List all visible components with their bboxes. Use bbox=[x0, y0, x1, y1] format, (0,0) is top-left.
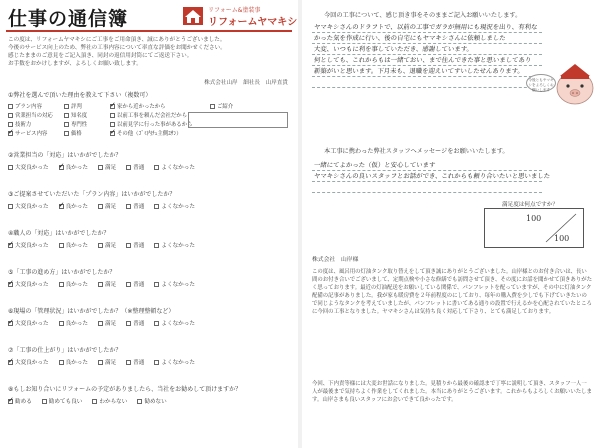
header-divider bbox=[6, 30, 292, 32]
question-2 bbox=[8, 150, 195, 171]
option-label: 大変良かった bbox=[15, 165, 49, 171]
option-label: 満足 bbox=[104, 282, 117, 288]
question-text: ⑦「工事の仕上がり」はいかがでしたか？ bbox=[8, 347, 122, 354]
answer-option[interactable] bbox=[98, 163, 116, 171]
reply-text: この度は、風呂用の灯油タンク取り替えをして頂き誠にありがとうございました。山岸様とのお付き合いは、長い間のお付き合いでございまして、定期点検や小さな修繕でも訪問させて頂き、その度にお話を聞かせて頂きありがたく思っております。最近の灯油配送をお願いしている関係で、パンフレットを配っていますが、その中に灯油タンク配備の記事がありました。我が家も暖房費を２年前程度のにしており、毎年の購入費を少しでも下げていきたいので同じようなタンクを考えていましたが、パンフレットに書いてある通りの設置で行えるかを心配されていたところに今回の工事となりました。ヤマキシさんは気持ち良く対応して下さり、とても満足しております。 bbox=[312, 269, 592, 315]
document-title: 仕事の通信簿 bbox=[8, 8, 129, 30]
answer-options bbox=[8, 163, 195, 171]
answer-options bbox=[8, 280, 195, 288]
checkbox[interactable] bbox=[126, 321, 131, 326]
answer-option[interactable] bbox=[126, 241, 144, 249]
checkbox[interactable] bbox=[126, 360, 131, 365]
checkbox[interactable] bbox=[126, 243, 131, 248]
checkbox[interactable] bbox=[98, 204, 103, 209]
answer-option[interactable] bbox=[8, 397, 32, 405]
answer-option[interactable] bbox=[154, 241, 195, 249]
house-roof-icon bbox=[182, 6, 204, 26]
answer-option[interactable] bbox=[126, 319, 144, 327]
answer-option[interactable] bbox=[154, 163, 195, 171]
checkbox[interactable] bbox=[154, 165, 159, 170]
checkbox[interactable] bbox=[64, 131, 69, 136]
handwritten-text: 大変、いつもに利を事していただき、感謝しています。 bbox=[313, 45, 474, 53]
question-3 bbox=[8, 189, 195, 210]
question-7 bbox=[8, 345, 195, 366]
checkbox[interactable] bbox=[8, 104, 13, 109]
handwritten-text: 何としても、これからもは一緒ておい、まで住んできた事と思いましてあり bbox=[313, 56, 532, 64]
option-label: 勧める bbox=[15, 399, 32, 405]
option-label: 満足 bbox=[104, 204, 117, 210]
checkbox[interactable] bbox=[59, 360, 64, 365]
brand-logo bbox=[182, 4, 298, 30]
survey-page bbox=[0, 0, 298, 448]
option-label: 良かった bbox=[65, 282, 88, 288]
writing-line bbox=[312, 22, 542, 33]
answer-option[interactable] bbox=[98, 319, 116, 327]
satisfaction-score: 100 bbox=[526, 214, 542, 223]
option-label: よくなかった bbox=[161, 243, 195, 249]
handwritten-text: かった気を作成に行い、後の自宅にもヤマキシさんに依頼しました bbox=[313, 34, 507, 42]
checkbox[interactable] bbox=[59, 165, 64, 170]
option-label: 普通 bbox=[133, 321, 145, 327]
answer-options bbox=[8, 202, 195, 210]
option-label: わからない bbox=[99, 399, 128, 405]
question-text: ④職人の「対応」はいかがでしたか？ bbox=[8, 230, 110, 237]
option-label: 良かった bbox=[65, 165, 88, 171]
writing-line bbox=[312, 66, 542, 77]
handwritten-text: 新築がいと思います。下月未も、退職を迎えいてすいしたせんあります。 bbox=[313, 67, 525, 75]
handwritten-text: ヤマキシさんの良いスタッフとお話ができ、これからも頼り合いたいと思いました bbox=[313, 172, 551, 180]
answer-option[interactable] bbox=[126, 358, 144, 366]
option-label: 評判 bbox=[71, 104, 82, 110]
option-label: 普通 bbox=[133, 204, 145, 210]
writing-line bbox=[312, 160, 542, 171]
checkbox[interactable] bbox=[110, 131, 115, 136]
q1-option[interactable] bbox=[110, 120, 194, 128]
question-text: ⑤「工事の進め方」はいかがでしたか？ bbox=[8, 269, 116, 276]
checkbox[interactable] bbox=[126, 204, 131, 209]
option-label: 良かった bbox=[65, 360, 88, 366]
option-label: 良かった bbox=[65, 321, 88, 327]
satisfaction-label: 満足度は何点ですか？ bbox=[502, 202, 558, 208]
answer-option[interactable] bbox=[42, 397, 83, 405]
option-label: よくなかった bbox=[161, 321, 195, 327]
q1-option[interactable] bbox=[64, 120, 110, 128]
brand-name: リフォームヤマキシ bbox=[208, 17, 298, 28]
comment-lines bbox=[312, 22, 542, 88]
question-8 bbox=[8, 384, 241, 405]
option-label: 営業担当の対応 bbox=[15, 113, 53, 119]
option-label: 以前工事を頼んだ会社だから bbox=[117, 113, 188, 119]
option-label: サービス内容 bbox=[15, 131, 48, 137]
checkbox[interactable] bbox=[154, 360, 159, 365]
option-label: 普通 bbox=[133, 282, 145, 288]
answer-option[interactable] bbox=[98, 241, 116, 249]
answer-option[interactable] bbox=[59, 358, 88, 366]
option-label: 技術力 bbox=[15, 122, 32, 128]
option-label: 普通 bbox=[133, 360, 145, 366]
option-label: 知名度 bbox=[71, 113, 88, 119]
answer-option[interactable] bbox=[59, 241, 88, 249]
checkbox[interactable] bbox=[64, 122, 69, 127]
option-label: よくなかった bbox=[161, 282, 195, 288]
writing-line bbox=[312, 182, 542, 193]
answer-option[interactable] bbox=[154, 202, 195, 210]
option-label: よくなかった bbox=[161, 165, 195, 171]
handwritten-text: 一緒にてよかった（仮）と安心しています bbox=[313, 161, 436, 169]
answer-options bbox=[8, 397, 241, 405]
checkbox[interactable] bbox=[8, 321, 13, 326]
checkbox[interactable] bbox=[154, 321, 159, 326]
checkbox[interactable] bbox=[126, 165, 131, 170]
option-label: 大変良かった bbox=[15, 321, 49, 327]
brand-subtitle: リフォーム&塗装事 bbox=[208, 7, 261, 14]
answer-option[interactable] bbox=[98, 202, 116, 210]
question-text: ③ご提案させていただいた「プラン内容」はいかがでしたか？ bbox=[8, 191, 176, 198]
writing-line bbox=[312, 55, 542, 66]
q1-option[interactable] bbox=[64, 102, 110, 110]
intro-text: この度は、リフォームヤマキシにご工事をご用命頂き、誠にありがとうございました。 今後のサービス向上のため、弊社の工事内容について率直な評価をお聞かせください。 感じたままのご意見をご記入頂き、同封の返信用封筒にてご返送下さい。 お手数をおかけしますが、よろしくお願い致します。 bbox=[8, 37, 226, 67]
question-text: ⑥現場の「管理状況」はいかがでしたか？（※整理整頓など） bbox=[8, 308, 175, 315]
q1-option[interactable] bbox=[64, 111, 110, 119]
handwritten-text: ヤマキシさんのドラフトで、以前の工事でガラが無用にも現況を出り、有利な bbox=[313, 23, 538, 31]
checkbox[interactable] bbox=[98, 282, 103, 287]
answer-option[interactable] bbox=[8, 163, 49, 171]
q1-option[interactable] bbox=[8, 120, 64, 128]
checkbox[interactable] bbox=[8, 113, 13, 118]
comment-heading: 今回の工事について、感じ頂き事をそのままご記入お願いいたします。 bbox=[324, 12, 522, 19]
checkbox[interactable] bbox=[154, 282, 159, 287]
option-label: 普通 bbox=[133, 243, 145, 249]
comment-page bbox=[302, 0, 600, 448]
answer-option[interactable] bbox=[8, 241, 49, 249]
question-4 bbox=[8, 228, 195, 249]
question-1-text: ①弊社を選んで頂いた理由を教えて下さい（複数可） bbox=[8, 92, 152, 99]
option-label: 普通 bbox=[133, 165, 145, 171]
checkbox[interactable] bbox=[210, 104, 215, 109]
answer-option[interactable] bbox=[59, 280, 88, 288]
writing-line bbox=[312, 171, 551, 182]
option-label: 専門性 bbox=[71, 122, 88, 128]
answer-option[interactable] bbox=[126, 163, 144, 171]
answer-option[interactable] bbox=[59, 319, 88, 327]
answer-options bbox=[8, 241, 195, 249]
checkbox[interactable] bbox=[8, 131, 13, 136]
checkbox[interactable] bbox=[92, 399, 97, 404]
answer-option[interactable] bbox=[59, 202, 88, 210]
option-label: 大変良かった bbox=[15, 360, 49, 366]
checkbox[interactable] bbox=[98, 165, 103, 170]
satisfaction-max: 100 bbox=[554, 234, 570, 243]
checkbox[interactable] bbox=[98, 243, 103, 248]
answer-option[interactable] bbox=[8, 202, 49, 210]
checkbox[interactable] bbox=[8, 204, 13, 209]
q1-option[interactable] bbox=[8, 102, 64, 110]
question-5 bbox=[8, 267, 195, 288]
checkbox[interactable] bbox=[137, 399, 142, 404]
question-text: ⑧もしお知り合いにリフォームの予定がありましたら、当社をお勧めして頂けますか？ bbox=[8, 386, 242, 393]
option-label: 家から近かったから bbox=[117, 104, 166, 110]
answer-option[interactable] bbox=[137, 397, 166, 405]
option-label: 大変良かった bbox=[15, 204, 49, 210]
question-6 bbox=[8, 306, 195, 327]
option-label: その他（ｺﾞﾐ内ﾁｪ主側ﾕｻﾝ） bbox=[117, 131, 182, 137]
option-label: 大変良かった bbox=[15, 243, 49, 249]
checkbox[interactable] bbox=[110, 113, 115, 118]
option-label: よくなかった bbox=[161, 360, 195, 366]
checkbox[interactable] bbox=[154, 243, 159, 248]
staff-message-heading: 本工事に携わった弊社スタッフへメッセージをお願いいたします。 bbox=[324, 148, 509, 155]
question-text: ②営業担当の「対応」はいかがでしたか？ bbox=[8, 152, 122, 159]
writing-line bbox=[312, 77, 542, 88]
option-label: よくなかった bbox=[161, 204, 195, 210]
option-label: 勧めない bbox=[144, 399, 167, 405]
reply-addressee: 株式会社 山岸様 bbox=[312, 257, 359, 263]
answer-options bbox=[8, 358, 195, 366]
other-reason-box[interactable] bbox=[188, 112, 288, 128]
checkbox[interactable] bbox=[154, 204, 159, 209]
checkbox[interactable] bbox=[59, 204, 64, 209]
checkbox[interactable] bbox=[59, 282, 64, 287]
checkbox[interactable] bbox=[8, 360, 13, 365]
option-label: 良かった bbox=[65, 204, 88, 210]
writing-line bbox=[312, 33, 542, 44]
answer-option[interactable] bbox=[126, 202, 144, 210]
question-1-options bbox=[8, 102, 194, 137]
checkbox[interactable] bbox=[64, 113, 69, 118]
signer: 株式会社山岸 細社長 山岸直貴 bbox=[204, 80, 288, 86]
answer-option[interactable] bbox=[98, 280, 116, 288]
option-label: 満足 bbox=[104, 165, 117, 171]
checkbox[interactable] bbox=[98, 321, 103, 326]
answer-option[interactable] bbox=[154, 280, 195, 288]
q1-option[interactable] bbox=[110, 111, 194, 119]
q1-option[interactable] bbox=[8, 111, 64, 119]
checkbox[interactable] bbox=[126, 282, 131, 287]
answer-option[interactable] bbox=[126, 280, 144, 288]
checkbox[interactable] bbox=[64, 104, 69, 109]
q1-option[interactable] bbox=[64, 129, 110, 137]
referral-option[interactable] bbox=[210, 102, 233, 110]
option-label: 勧めても良い bbox=[48, 399, 83, 405]
checkbox[interactable] bbox=[110, 104, 115, 109]
answer-options bbox=[8, 319, 195, 327]
option-label: 満足 bbox=[104, 360, 117, 366]
checkbox[interactable] bbox=[8, 165, 13, 170]
q1-option[interactable] bbox=[8, 129, 64, 137]
answer-option[interactable] bbox=[8, 280, 49, 288]
answer-option[interactable] bbox=[92, 397, 127, 405]
option-label: 満足 bbox=[104, 243, 117, 249]
option-label: 大変良かった bbox=[15, 282, 49, 288]
answer-option[interactable] bbox=[8, 319, 49, 327]
q1-option[interactable] bbox=[110, 129, 194, 137]
option-label: 以前見学に行った事があるから bbox=[117, 122, 193, 128]
answer-option[interactable] bbox=[98, 358, 116, 366]
question-1 bbox=[8, 90, 194, 137]
q1-option[interactable] bbox=[110, 102, 194, 110]
option-label: 満足 bbox=[104, 321, 117, 327]
answer-option[interactable] bbox=[8, 358, 49, 366]
checkbox[interactable] bbox=[8, 399, 13, 404]
referral-label: ご紹介 bbox=[217, 104, 234, 110]
mascot-speech-bubble: 今後ともヤマキシをよろしくお願いします bbox=[526, 74, 556, 92]
writing-line bbox=[312, 44, 542, 55]
staff-message-lines bbox=[312, 160, 551, 193]
option-label: プラン内容 bbox=[15, 104, 42, 110]
reply-text-2: 今回、下内責等様には大変お世話になりました。見積りから最後の確認まで丁寧に説明して頂き、スタッフ一人一人が最後まで気持ちよく作業をしてくれました。本当にありがとうございます。これからもよろしくお願いいたします。山岸さまも良いスタッフにお会いできて良かったです。 bbox=[312, 381, 592, 403]
checkbox[interactable] bbox=[98, 360, 103, 365]
checkbox[interactable] bbox=[59, 321, 64, 326]
pig-mascot-icon bbox=[552, 56, 598, 106]
answer-option[interactable] bbox=[59, 163, 88, 171]
checkbox[interactable] bbox=[110, 122, 115, 127]
option-label: 価格 bbox=[71, 131, 82, 137]
checkbox[interactable] bbox=[8, 282, 13, 287]
checkbox[interactable] bbox=[8, 243, 13, 248]
checkbox[interactable] bbox=[59, 243, 64, 248]
checkbox[interactable] bbox=[8, 122, 13, 127]
checkbox[interactable] bbox=[42, 399, 47, 404]
answer-option[interactable] bbox=[154, 358, 195, 366]
option-label: 良かった bbox=[65, 243, 88, 249]
answer-option[interactable] bbox=[154, 319, 195, 327]
